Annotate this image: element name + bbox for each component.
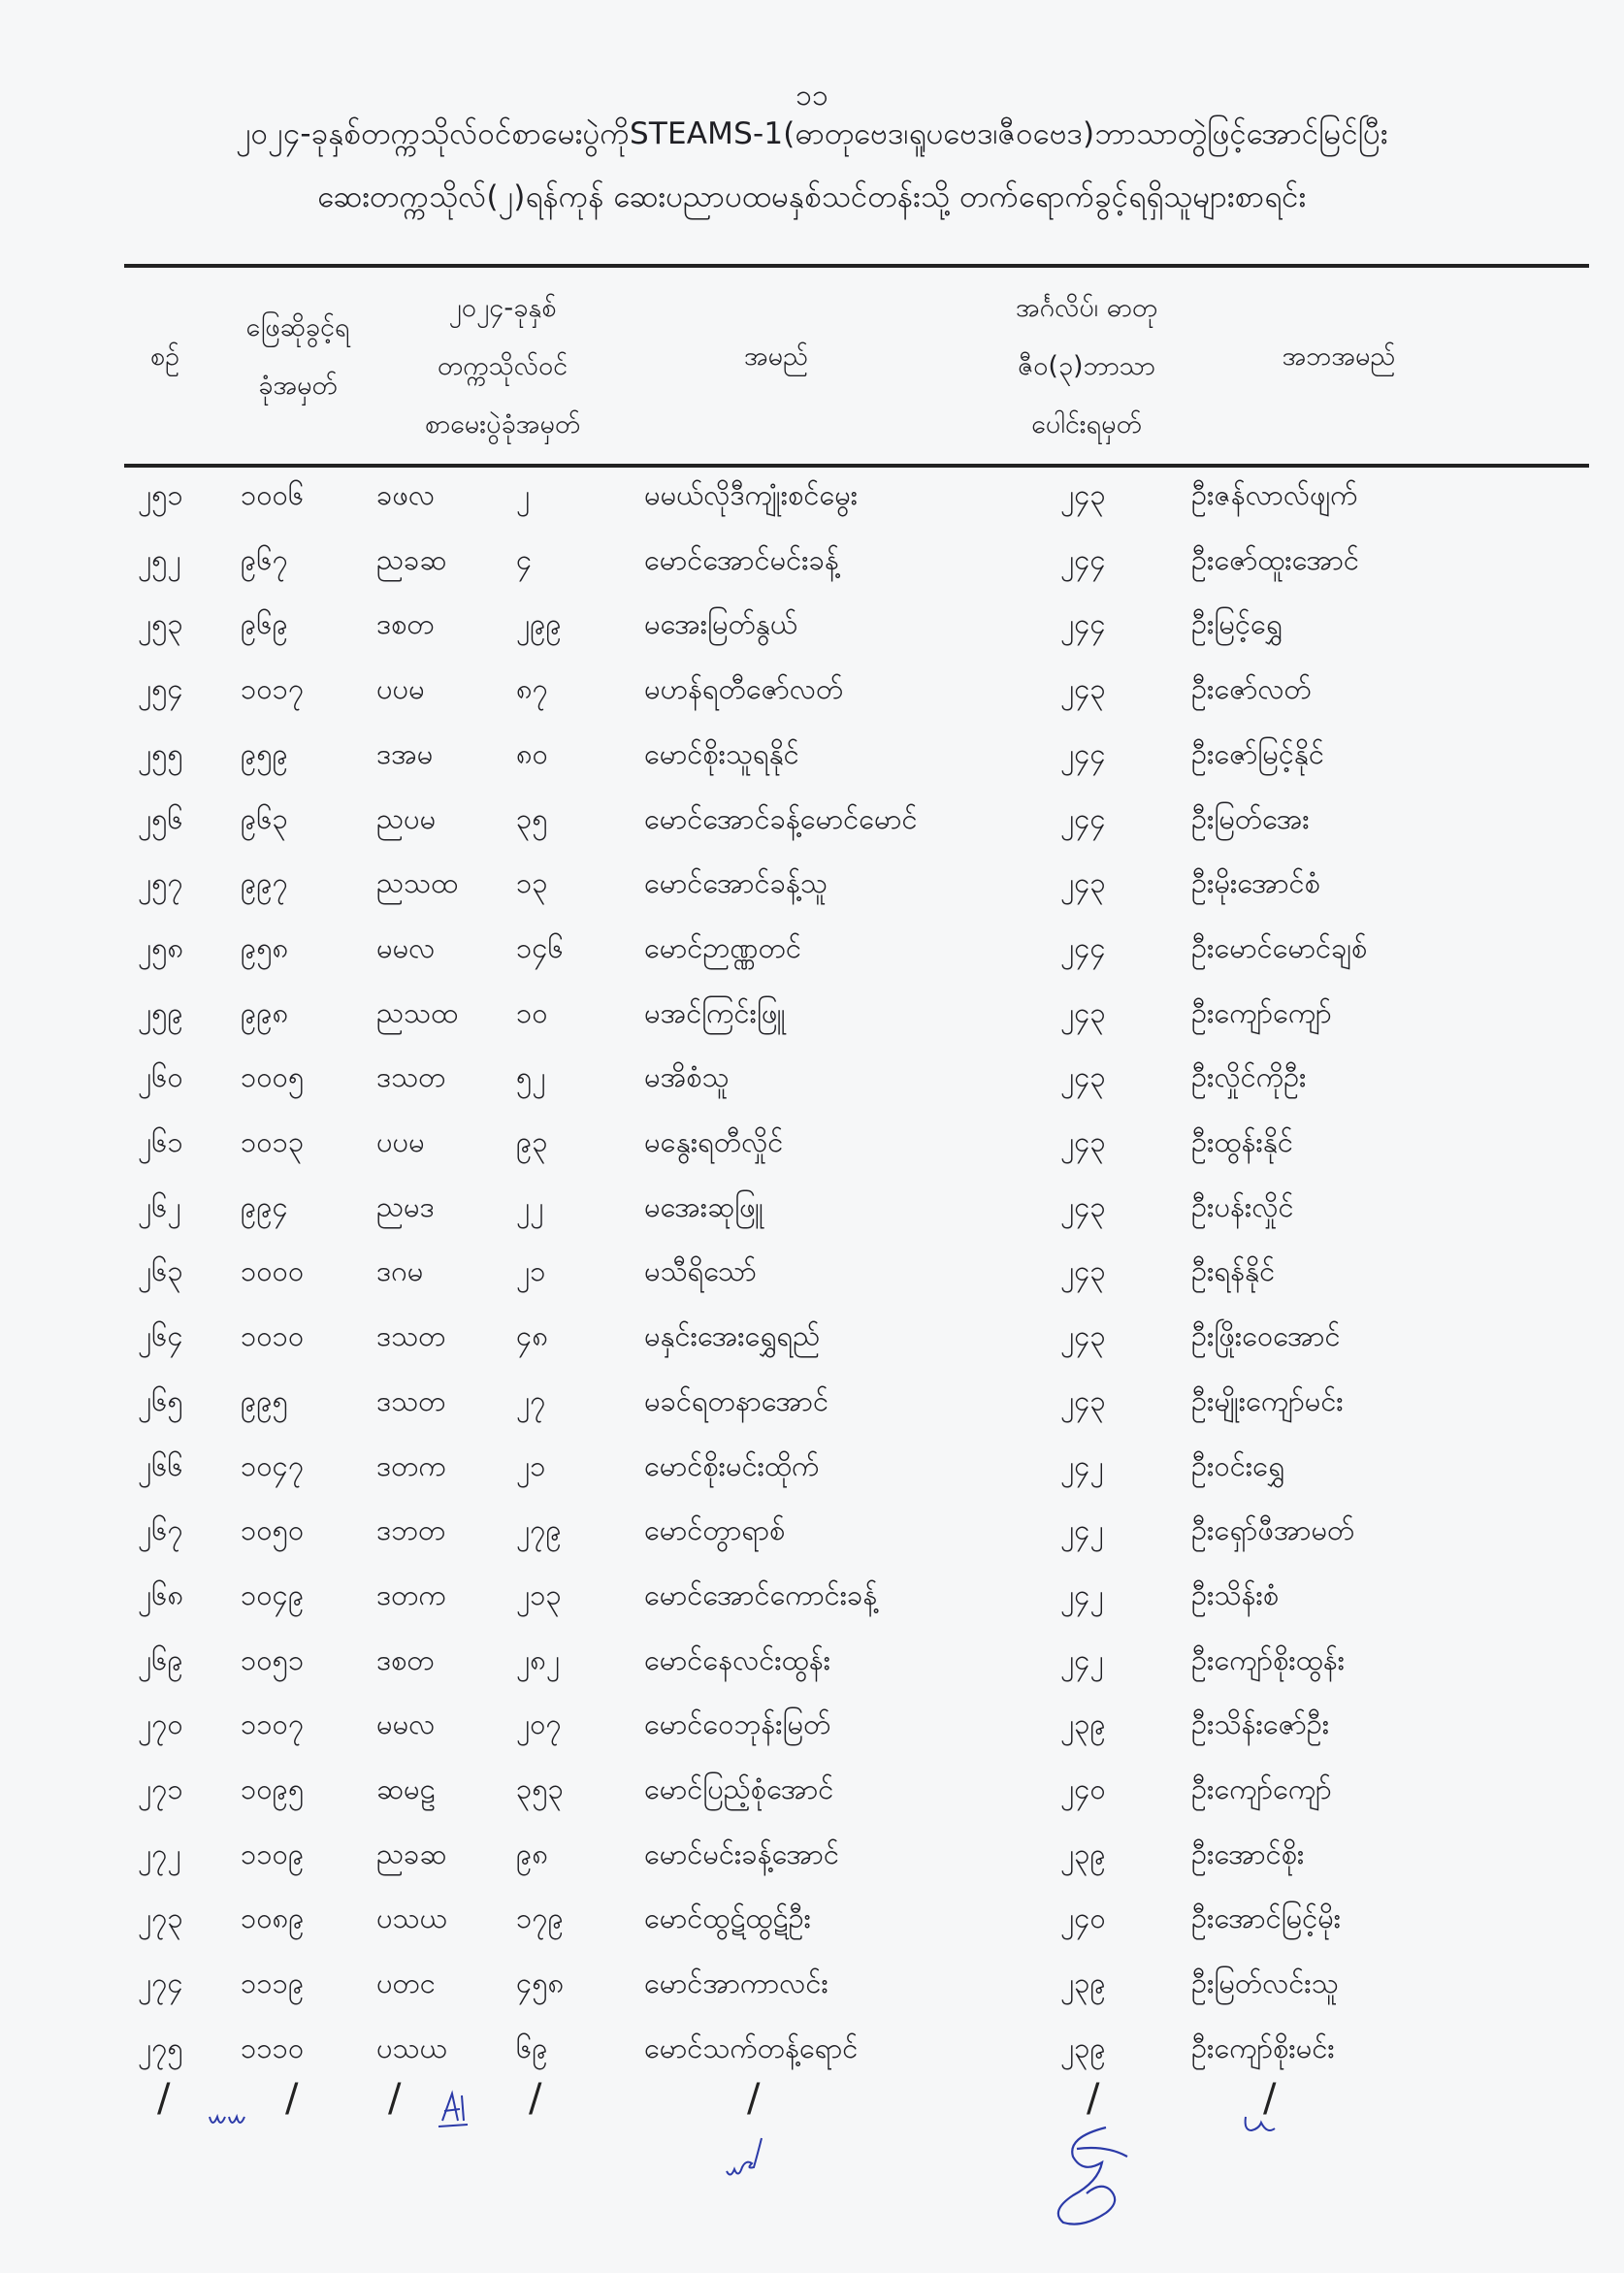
row-number: ၂၆၇	[138, 1513, 183, 1547]
exam-seat-number: ၉၃	[516, 1125, 548, 1158]
header-no: စဉ်	[149, 341, 180, 372]
total-marks: ၂၃၉	[1060, 1707, 1106, 1741]
student-name: မနှင်းအေးရွှေရည်	[644, 1319, 821, 1353]
roll-number: ၁၀၀၅	[241, 1060, 305, 1094]
exam-seat-number: ၂၈၂	[516, 1642, 561, 1676]
header-exam-line-1: ၂၀၂၄-ခုနှစ်	[448, 293, 557, 323]
roll-number: ၉၆၃	[241, 801, 288, 835]
exam-seat-number: ၂၀၇	[516, 1707, 562, 1741]
exam-code: ညပမ	[376, 801, 437, 835]
tick-mark: /	[747, 2076, 761, 2121]
tick-mark: /	[1263, 2076, 1277, 2121]
table-row	[0, 995, 1624, 1059]
father-name: ဦးမျိုးကျော်မင်း	[1191, 1383, 1344, 1417]
student-name: မောင်ဉာဏ္ဏတင်	[644, 930, 801, 964]
father-name: ဦးရန်နိုင်	[1191, 1254, 1276, 1288]
total-marks: ၂၄၂	[1060, 1642, 1104, 1676]
table-row	[0, 1642, 1624, 1706]
total-marks: ၂၄၄	[1060, 801, 1106, 835]
title-line-1: ၂၀၂၄-ခုနှစ်တက္ကသိုလ်ဝင်စာမေးပွဲကိုSTEAMS-1(ဓာတုဗေဒ၊ရူပဗေဒ၊ဇီဝဗေဒ)ဘာသာတွဲဖြင့်အောင်မြင်ပြီး	[236, 116, 1388, 151]
table-row	[0, 1124, 1624, 1188]
total-marks: ၂၄၃	[1060, 672, 1106, 706]
total-marks: ၂၄၂	[1060, 1513, 1104, 1547]
roll-number: ၁၁၁၉	[241, 1966, 305, 2000]
roll-number: ၁၀၁၃	[241, 1125, 305, 1158]
exam-seat-number: ၅၂	[516, 1060, 546, 1094]
father-name: ဦးသိန်းဇော်ဦး	[1191, 1707, 1330, 1741]
roll-number: ၁၀၄၇	[241, 1448, 305, 1482]
roll-number: ၁၀၉၅	[241, 1772, 305, 1805]
row-number: ၂၇၂	[138, 1836, 181, 1870]
exam-seat-number: ၃၅	[516, 801, 548, 835]
father-name: ဦးဇန်လာလ်ဖျက်	[1191, 478, 1358, 511]
student-name: မအေးမြတ်နွယ်	[644, 607, 797, 641]
exam-code: ဒသတ	[376, 1383, 446, 1417]
table-row	[0, 930, 1624, 994]
total-marks: ၂၄၃	[1060, 1060, 1106, 1094]
exam-code: ညသထ	[376, 995, 459, 1029]
student-name: မောင်စိုးသူရနိုင်	[644, 736, 799, 770]
exam-code: ဒအမ	[376, 736, 434, 770]
table-row	[0, 1189, 1624, 1253]
exam-seat-number: ၄	[516, 542, 533, 576]
roll-number: ၁၀၅၀	[241, 1513, 305, 1547]
title-line-2: ဆေးတက္ကသိုလ်(၂)ရန်ကုန် ဆေးပညာပထမနှစ်သင်တန်းသို့ တက်ရောက်ခွင့်ရရှိသူများစာရင်း	[317, 179, 1307, 214]
header-marks	[960, 279, 1213, 454]
total-marks: ၂၄၄	[1060, 542, 1106, 576]
table-row	[0, 606, 1624, 670]
row-number: ၂၆၀	[138, 1060, 183, 1094]
total-marks: ၂၄၄	[1060, 930, 1106, 964]
roll-number: ၉၉၇	[241, 866, 288, 900]
roll-number: ၉၅၉	[241, 736, 288, 770]
father-name: ဦးမောင်မောင်ချစ်	[1191, 930, 1368, 964]
total-marks: ၂၄၃	[1060, 1254, 1106, 1288]
father-name: ဦးဇော်ထူးအောင်	[1191, 542, 1360, 576]
father-name: ဦးမြင့်ရွှေ	[1191, 607, 1283, 641]
row-number: ၂၇၄	[138, 1966, 183, 2000]
exam-code: မမလ	[376, 930, 436, 964]
total-marks: ၂၄၂	[1060, 1448, 1104, 1482]
student-name: မောင်သက်တန့်ရောင်	[644, 2030, 859, 2064]
signature-initials-4	[1240, 2111, 1279, 2136]
row-number: ၂၆၆	[138, 1448, 183, 1482]
student-name: မောင်တွာရာစ်	[644, 1513, 786, 1547]
roll-number: ၉၉၄	[241, 1189, 288, 1223]
row-number: ၂၅၇	[138, 866, 183, 900]
row-number: ၂၆၅	[138, 1383, 183, 1417]
student-name: မောင်စိုးမင်းထိုက်	[644, 1448, 820, 1482]
header-exam-line-3: စာမေးပွဲခုံအမှတ်	[424, 409, 581, 439]
table-row	[0, 1771, 1624, 1835]
header-roll-line-1: ဖြေဆိုခွင့်ရ	[245, 312, 350, 342]
table-row	[0, 1900, 1624, 1965]
row-number: ၂၆၈	[138, 1577, 184, 1611]
row-number: ၂၇၀	[138, 1707, 183, 1741]
roll-number: ၁၁၁၀	[241, 2030, 305, 2064]
tick-mark: /	[1087, 2076, 1100, 2121]
table-row	[0, 1253, 1624, 1317]
father-name: ဦးမြတ်လင်းသူ	[1191, 1966, 1339, 2000]
student-name: မအေးဆုဖြူ	[644, 1189, 763, 1223]
student-name: မောင်ဝေဘုန်းမြတ်	[644, 1707, 831, 1741]
row-number: ၂၆၄	[138, 1319, 183, 1353]
row-number: ၂၅၉	[138, 995, 183, 1029]
father-name: ဦးဇော်လတ်	[1191, 672, 1312, 706]
father-name: ဦးကျော်ကျော်	[1191, 995, 1332, 1029]
signature-scribble	[1038, 2120, 1145, 2226]
total-marks: ၂၄၃	[1060, 1125, 1106, 1158]
row-number: ၂၆၁	[138, 1125, 183, 1158]
father-name: ဦးလှိုင်ကိုဦး	[1191, 1060, 1307, 1094]
father-name: ဦးမိုးအောင်စံ	[1191, 866, 1320, 900]
exam-seat-number: ၆၉	[516, 2030, 548, 2064]
total-marks: ၂၄၃	[1060, 1319, 1106, 1353]
total-marks: ၂၃၉	[1060, 1966, 1106, 2000]
exam-seat-number: ၄၅၈	[516, 1966, 565, 2000]
header-marks-line-3: ပေါင်းရမှတ်	[1031, 409, 1142, 439]
student-name: မောင်အောင်ခန့်မောင်မောင်	[644, 801, 918, 835]
student-name: မမယ်လိုဒီကျုံးစင်မွေး	[644, 478, 859, 511]
roll-number: ၉၉၅	[241, 1383, 288, 1417]
tick-mark: /	[388, 2076, 402, 2121]
student-name: မအင်ကြင်းဖြူ	[644, 995, 786, 1029]
table-row	[0, 801, 1624, 865]
father-name: ဦးအောင်စိုး	[1191, 1836, 1305, 1870]
total-marks: ၂၃၉	[1060, 2030, 1106, 2064]
father-name: ဦးမြတ်အေး	[1191, 801, 1310, 835]
row-number: ၂၅၆	[138, 801, 183, 835]
exam-code: ဒတက	[376, 1577, 446, 1611]
father-name: ဦးကျော်စိုးထွန်း	[1191, 1642, 1346, 1676]
row-number: ၂၆၂	[138, 1189, 181, 1223]
exam-code: ပတင	[376, 1966, 436, 2000]
row-number: ၂၅၃	[138, 607, 183, 641]
father-name: ဦးဇော်မြင့်နိုင်	[1191, 736, 1324, 770]
row-number: ၂၇၅	[138, 2030, 183, 2064]
table-row	[0, 736, 1624, 800]
exam-code: ခဖလ	[376, 478, 436, 511]
exam-code: ပသယ	[376, 2030, 447, 2064]
student-name: မောင်အောင်မင်းခန့်	[644, 542, 839, 576]
total-marks: ၂၃၉	[1060, 1836, 1106, 1870]
roll-number: ၁၀၅၁	[241, 1642, 305, 1676]
table-top-rule	[124, 264, 1589, 268]
total-marks: ၂၄၃	[1060, 866, 1106, 900]
exam-code: ဒဘတ	[376, 1513, 446, 1547]
student-name: မအိစံသူ	[644, 1060, 730, 1094]
exam-code: ဒစတ	[376, 1642, 435, 1676]
header-exam	[386, 279, 619, 454]
table-row	[0, 1836, 1624, 1900]
table-row	[0, 477, 1624, 541]
row-number: ၂၆၉	[138, 1642, 183, 1676]
tick-mark: /	[285, 2076, 299, 2121]
total-marks: ၂၄၀	[1060, 1901, 1106, 1935]
total-marks: ၂၄၀	[1060, 1772, 1106, 1805]
table-row	[0, 1448, 1624, 1512]
table-header-rule	[124, 464, 1589, 468]
header-marks-line-2: ဇီဝ(၃)ဘာသာ	[1018, 351, 1155, 381]
student-name: မဟန်ရတီဇော်လတ်	[644, 672, 844, 706]
table-row	[0, 542, 1624, 606]
exam-seat-number: ၂	[516, 478, 531, 511]
exam-seat-number: ၂၂	[516, 1189, 544, 1223]
exam-code: ညမဒ	[376, 1189, 435, 1223]
father-name: ဦးအောင်မြင့်မိုး	[1191, 1901, 1342, 1935]
student-name: မောင်ပြည့်စုံအောင်	[644, 1772, 834, 1805]
roll-number: ၁၀၄၉	[241, 1577, 305, 1611]
total-marks: ၂၄၄	[1060, 736, 1106, 770]
roll-number: ၁၁၀၇	[241, 1707, 305, 1741]
exam-seat-number: ၃၅၃	[516, 1772, 564, 1805]
row-number: ၂၅၂	[138, 542, 181, 576]
father-name: ဦးကျော်ကျော်	[1191, 1772, 1332, 1805]
exam-code: ပပမ	[376, 1125, 425, 1158]
header-roll	[206, 299, 390, 415]
row-number: ၂၅၈	[138, 930, 184, 964]
total-marks: ၂၄၃	[1060, 478, 1106, 511]
student-name: မောင်အောင်ခန့်သူ	[644, 866, 828, 900]
exam-seat-number: ၂၇၉	[516, 1513, 562, 1547]
father-name: ဦးသိန်းစံ	[1191, 1577, 1280, 1611]
table-row	[0, 1512, 1624, 1576]
exam-code: ပပမ	[376, 672, 425, 706]
student-name: မောင်ထွဋ်ထွဋ်ဦး	[644, 1901, 812, 1935]
row-number: ၂၇၃	[138, 1901, 183, 1935]
exam-seat-number: ၂၉၉	[516, 607, 562, 641]
exam-seat-number: ၄၈	[516, 1319, 548, 1353]
student-name: မခင်ရတနာအောင်	[644, 1383, 829, 1417]
exam-code: ညခဆ	[376, 1836, 447, 1870]
total-marks: ၂၄၃	[1060, 1383, 1106, 1417]
exam-code: ဒဂမ	[376, 1254, 424, 1288]
roll-number: ၁၀၈၉	[241, 1901, 305, 1935]
roll-number: ၁၁၀၉	[241, 1836, 305, 1870]
exam-code: ဒသတ	[376, 1319, 446, 1353]
roll-number: ၁၀၀၀	[241, 1254, 305, 1288]
exam-seat-number: ၈၇	[516, 672, 548, 706]
row-number: ၂၆၃	[138, 1254, 183, 1288]
father-name: ဦးပန်းလှိုင်	[1191, 1189, 1294, 1223]
student-name: မောင်နေလင်းထွန်း	[644, 1642, 831, 1676]
header-marks-line-1: အင်္ဂလိပ်၊ ဓာတု	[1015, 293, 1158, 323]
roll-number: ၁၀၁၀	[241, 1319, 305, 1353]
row-number: ၂၅၄	[138, 672, 183, 706]
student-name: မောင်အာကာလင်း	[644, 1966, 828, 2000]
exam-seat-number: ၂၁	[516, 1448, 546, 1482]
table-row	[0, 2030, 1624, 2094]
table-row	[0, 865, 1624, 929]
roll-number: ၉၆၇	[241, 542, 288, 576]
header-name: အမည်	[743, 341, 809, 372]
total-marks: ၂၄၄	[1060, 607, 1106, 641]
exam-seat-number: ၂၁၃	[516, 1577, 562, 1611]
tick-mark: /	[157, 2076, 171, 2121]
tick-mark: /	[529, 2076, 542, 2121]
roll-number: ၁၀၀၆	[241, 478, 305, 511]
student-name: မောင်မင်းခန့်အောင်	[644, 1836, 839, 1870]
exam-code: ဆမဠ	[376, 1772, 437, 1805]
row-number: ၂၇၁	[138, 1772, 183, 1805]
roll-number: ၉၉၈	[241, 995, 289, 1029]
student-name: မောင်အောင်ကောင်းခန့်	[644, 1577, 878, 1611]
exam-seat-number: ၁၃	[516, 866, 548, 900]
exam-code: ပသယ	[376, 1901, 447, 1935]
father-name: ဦးထွန်းနိုင်	[1191, 1125, 1293, 1158]
father-name: ဦးဝင်းရွှေ	[1191, 1448, 1285, 1482]
row-number: ၂၅၁	[138, 478, 183, 511]
exam-seat-number: ၈၀	[516, 736, 548, 770]
exam-code: ဒတက	[376, 1448, 446, 1482]
table-row	[0, 671, 1624, 735]
roll-number: ၉၆၉	[241, 607, 288, 641]
student-name: မနွေးရတီလှိုင်	[644, 1125, 784, 1158]
roll-number: ၁၀၁၇	[241, 672, 305, 706]
table-row	[0, 1383, 1624, 1447]
exam-seat-number: ၁၇၉	[516, 1901, 564, 1935]
roll-number: ၉၅၈	[241, 930, 289, 964]
table-row	[0, 1318, 1624, 1382]
signature-initials-3	[723, 2127, 771, 2181]
table-row	[0, 1706, 1624, 1770]
exam-seat-number: ၂၁	[516, 1254, 546, 1288]
total-marks: ၂၄၃	[1060, 1189, 1106, 1223]
signature-initials-1	[206, 2105, 254, 2134]
exam-code: ညသထ	[376, 866, 459, 900]
row-number: ၂၅၅	[138, 736, 183, 770]
student-name: မသီရိသော်	[644, 1254, 757, 1288]
exam-seat-number: ၁၄၆	[516, 930, 564, 964]
exam-code: ဒစတ	[376, 607, 435, 641]
page-number: ၁၁	[796, 79, 828, 113]
signature-initials-2	[435, 2088, 473, 2130]
header-exam-line-2: တက္ကသိုလ်ဝင်	[437, 351, 568, 381]
header-father: အဘအမည်	[1282, 341, 1396, 372]
table-row	[0, 1059, 1624, 1123]
total-marks: ၂၄၂	[1060, 1577, 1104, 1611]
father-name: ဦးကျော်စိုးမင်း	[1191, 2030, 1335, 2064]
header-roll-line-2: ခုံအမှတ်	[258, 371, 338, 401]
exam-seat-number: ၉၈	[516, 1836, 548, 1870]
exam-code: မမလ	[376, 1707, 436, 1741]
exam-code: ညခဆ	[376, 542, 447, 576]
table-row	[0, 1965, 1624, 2029]
father-name: ဦးဖြိုးဝေအောင်	[1191, 1319, 1341, 1353]
table-row	[0, 1577, 1624, 1641]
father-name: ဦးရှော်ဖီအာမတ်	[1191, 1513, 1355, 1547]
total-marks: ၂၄၃	[1060, 995, 1106, 1029]
exam-code: ဒသတ	[376, 1060, 446, 1094]
exam-seat-number: ၂၇	[516, 1383, 546, 1417]
exam-seat-number: ၁၀	[516, 995, 548, 1029]
